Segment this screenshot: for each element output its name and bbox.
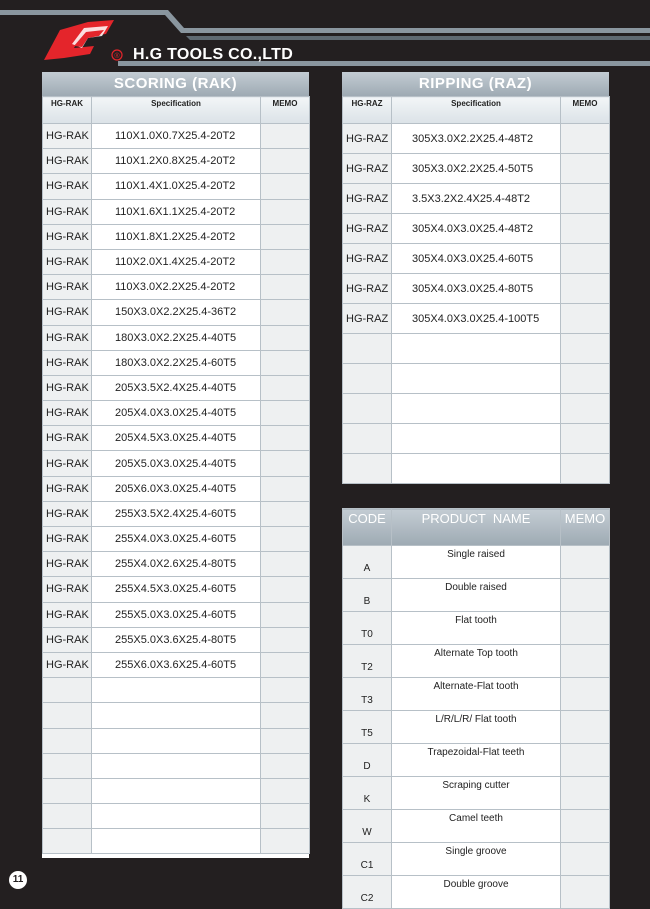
ripping-row	[343, 124, 610, 154]
scoring-spec-cell: 150X3.0X2.2X25.4-36T2	[92, 300, 261, 325]
scoring-spec-cell: 110X1.4X1.0X25.4-20T2	[92, 174, 261, 199]
scoring-spec-cell: 110X2.0X1.4X25.4-20T2	[92, 249, 261, 274]
product-name-cell: Trapezoidal-Flat teeth	[392, 744, 561, 777]
scoring-memo-cell	[261, 249, 310, 274]
scoring-code-cell: HG-RAK	[43, 527, 92, 552]
scoring-spec-cell: 255X6.0X3.6X25.4-60T5	[92, 652, 261, 677]
brand-logo-icon	[44, 18, 124, 64]
code-cell: B	[343, 579, 392, 612]
code-cell: T0	[343, 612, 392, 645]
ripping-spec-cell: 305X4.0X3.0X25.4-48T2	[392, 214, 561, 244]
code-row	[343, 546, 610, 579]
scoring-spec-cell: 110X3.0X2.2X25.4-20T2	[92, 275, 261, 300]
code-memo-cell	[561, 843, 610, 876]
scoring-row	[43, 275, 310, 300]
scoring-code-cell: HG-RAK	[43, 375, 92, 400]
ripping-row	[343, 184, 610, 214]
code-memo-cell	[561, 645, 610, 678]
code-memo-cell	[561, 744, 610, 777]
scoring-code-cell: HG-RAK	[43, 476, 92, 501]
scoring-code-cell: HG-RAK	[43, 300, 92, 325]
ripping-row	[343, 274, 610, 304]
scoring-memo-cell	[261, 149, 310, 174]
ripping-code-cell: HG-RAZ	[343, 184, 392, 214]
scoring-memo-cell	[261, 300, 310, 325]
scoring-memo-cell	[261, 627, 310, 652]
code-memo-cell	[561, 810, 610, 843]
scoring-row	[43, 627, 310, 652]
scoring-memo-cell	[261, 527, 310, 552]
product-name-cell: Single raised	[392, 546, 561, 579]
scoring-row	[43, 501, 310, 526]
scoring-empty-row	[43, 728, 310, 753]
code-row	[343, 612, 610, 645]
scoring-row	[43, 325, 310, 350]
product-name-cell: Scraping cutter	[392, 777, 561, 810]
scoring-memo-cell	[261, 602, 310, 627]
code-row	[343, 678, 610, 711]
code-memo-cell	[561, 678, 610, 711]
ripping-code-cell: HG-RAZ	[343, 244, 392, 274]
scoring-row	[43, 124, 310, 149]
scoring-code-cell: HG-RAK	[43, 602, 92, 627]
code-row	[343, 777, 610, 810]
scoring-row	[43, 300, 310, 325]
ripping-memo-cell	[561, 184, 610, 214]
scoring-memo-cell	[261, 325, 310, 350]
scoring-header-code: HG-RAK	[43, 97, 92, 124]
code-cell: C1	[343, 843, 392, 876]
code-row	[343, 744, 610, 777]
code-memo-cell	[561, 711, 610, 744]
company-name: H.G TOOLS CO.,LTD	[133, 46, 294, 63]
scoring-spec-cell: 205X5.0X3.0X25.4-40T5	[92, 451, 261, 476]
ripping-panel	[342, 72, 609, 481]
ripping-memo-cell	[561, 124, 610, 154]
scoring-spec-cell: 255X4.0X3.0X25.4-60T5	[92, 527, 261, 552]
scoring-spec-cell: 110X1.8X1.2X25.4-20T2	[92, 224, 261, 249]
scoring-code-cell: HG-RAK	[43, 350, 92, 375]
scoring-code-cell: HG-RAK	[43, 224, 92, 249]
scoring-spec-cell: 255X4.0X2.6X25.4-80T5	[92, 552, 261, 577]
scoring-panel	[42, 72, 309, 858]
ripping-memo-cell	[561, 304, 610, 334]
code-cell: C2	[343, 876, 392, 909]
scoring-row	[43, 451, 310, 476]
scoring-code-cell: HG-RAK	[43, 275, 92, 300]
scoring-header-memo: MEMO	[261, 97, 310, 124]
scoring-memo-cell	[261, 476, 310, 501]
scoring-code-cell: HG-RAK	[43, 149, 92, 174]
ripping-spec-cell: 305X4.0X3.0X25.4-100T5	[392, 304, 561, 334]
scoring-spec-cell: 110X1.0X0.7X25.4-20T2	[92, 124, 261, 149]
ripping-empty-row	[343, 454, 610, 484]
code-row	[343, 876, 610, 909]
ripping-spec-cell: 3.5X3.2X2.4X25.4-48T2	[392, 184, 561, 214]
scoring-spec-cell: 255X5.0X3.6X25.4-80T5	[92, 627, 261, 652]
scoring-code-cell: HG-RAK	[43, 174, 92, 199]
scoring-code-cell: HG-RAK	[43, 501, 92, 526]
ripping-code-cell: HG-RAZ	[343, 124, 392, 154]
scoring-memo-cell	[261, 501, 310, 526]
code-table	[342, 508, 610, 909]
scoring-spec-cell: 255X4.5X3.0X25.4-60T5	[92, 577, 261, 602]
scoring-title: SCORING (RAK)	[42, 72, 309, 96]
scoring-spec-cell: 110X1.6X1.1X25.4-20T2	[92, 199, 261, 224]
scoring-code-cell: HG-RAK	[43, 451, 92, 476]
scoring-row	[43, 375, 310, 400]
scoring-empty-row	[43, 703, 310, 728]
scoring-row	[43, 426, 310, 451]
ripping-row	[343, 304, 610, 334]
scoring-memo-cell	[261, 124, 310, 149]
scoring-memo-cell	[261, 552, 310, 577]
ripping-header-spec: Specification	[392, 97, 561, 124]
scoring-memo-cell	[261, 275, 310, 300]
scoring-memo-cell	[261, 426, 310, 451]
ripping-code-cell: HG-RAZ	[343, 214, 392, 244]
code-memo-cell	[561, 579, 610, 612]
code-memo-cell	[561, 777, 610, 810]
code-row	[343, 645, 610, 678]
scoring-code-cell: HG-RAK	[43, 325, 92, 350]
ripping-row	[343, 154, 610, 184]
scoring-empty-row	[43, 678, 310, 703]
ripping-spec-cell: 305X4.0X3.0X25.4-60T5	[392, 244, 561, 274]
code-row	[343, 810, 610, 843]
scoring-header-spec: Specification	[92, 97, 261, 124]
code-header-product-name: PRODUCT NAME	[392, 509, 561, 546]
scoring-row	[43, 552, 310, 577]
scoring-empty-row	[43, 804, 310, 829]
scoring-code-cell: HG-RAK	[43, 124, 92, 149]
scoring-spec-cell: 255X5.0X3.0X25.4-60T5	[92, 602, 261, 627]
ripping-title: RIPPING (RAZ)	[342, 72, 609, 96]
product-name-cell: Double groove	[392, 876, 561, 909]
scoring-spec-cell: 205X4.5X3.0X25.4-40T5	[92, 426, 261, 451]
scoring-row	[43, 174, 310, 199]
scoring-row	[43, 401, 310, 426]
scoring-row	[43, 527, 310, 552]
scoring-code-cell: HG-RAK	[43, 627, 92, 652]
ripping-empty-row	[343, 424, 610, 454]
scoring-empty-row	[43, 753, 310, 778]
product-name-cell: Double raised	[392, 579, 561, 612]
scoring-memo-cell	[261, 577, 310, 602]
ripping-empty-row	[343, 394, 610, 424]
product-name-cell: Alternate-Flat tooth	[392, 678, 561, 711]
scoring-spec-cell: 205X4.0X3.0X25.4-40T5	[92, 401, 261, 426]
code-cell: T2	[343, 645, 392, 678]
scoring-code-cell: HG-RAK	[43, 652, 92, 677]
scoring-code-cell: HG-RAK	[43, 552, 92, 577]
ripping-spec-cell: 305X3.0X2.2X25.4-48T2	[392, 124, 561, 154]
scoring-row	[43, 577, 310, 602]
ripping-table	[342, 96, 610, 484]
scoring-memo-cell	[261, 451, 310, 476]
scoring-row	[43, 350, 310, 375]
code-row	[343, 711, 610, 744]
scoring-row	[43, 602, 310, 627]
scoring-row	[43, 199, 310, 224]
ripping-code-cell: HG-RAZ	[343, 274, 392, 304]
scoring-spec-cell: 205X3.5X2.4X25.4-40T5	[92, 375, 261, 400]
scoring-code-cell: HG-RAK	[43, 199, 92, 224]
scoring-spec-cell: 180X3.0X2.2X25.4-60T5	[92, 350, 261, 375]
product-name-cell: L/R/L/R/ Flat tooth	[392, 711, 561, 744]
scoring-row	[43, 149, 310, 174]
scoring-row	[43, 224, 310, 249]
ripping-header-code: HG-RAZ	[343, 97, 392, 124]
scoring-row	[43, 249, 310, 274]
ripping-memo-cell	[561, 154, 610, 184]
ripping-spec-cell: 305X3.0X2.2X25.4-50T5	[392, 154, 561, 184]
code-memo-cell	[561, 546, 610, 579]
ripping-code-cell: HG-RAZ	[343, 154, 392, 184]
ripping-empty-row	[343, 334, 610, 364]
scoring-spec-cell: 110X1.2X0.8X25.4-20T2	[92, 149, 261, 174]
scoring-code-cell: HG-RAK	[43, 401, 92, 426]
ripping-header-memo: MEMO	[561, 97, 610, 124]
scoring-code-cell: HG-RAK	[43, 249, 92, 274]
scoring-row	[43, 652, 310, 677]
code-memo-cell	[561, 876, 610, 909]
code-cell: A	[343, 546, 392, 579]
ripping-row	[343, 244, 610, 274]
code-cell: D	[343, 744, 392, 777]
scoring-code-cell: HG-RAK	[43, 577, 92, 602]
code-memo-cell	[561, 612, 610, 645]
ripping-code-cell: HG-RAZ	[343, 304, 392, 334]
ripping-row	[343, 214, 610, 244]
scoring-memo-cell	[261, 350, 310, 375]
code-cell: T3	[343, 678, 392, 711]
product-name-cell: Alternate Top tooth	[392, 645, 561, 678]
ripping-empty-row	[343, 364, 610, 394]
registered-mark: ®	[114, 53, 120, 60]
scoring-memo-cell	[261, 401, 310, 426]
code-header-code: CODE	[343, 509, 392, 546]
scoring-spec-cell: 180X3.0X2.2X25.4-40T5	[92, 325, 261, 350]
code-cell: W	[343, 810, 392, 843]
code-cell: T5	[343, 711, 392, 744]
code-header-memo: MEMO	[561, 509, 610, 546]
scoring-memo-cell	[261, 199, 310, 224]
code-row	[343, 843, 610, 876]
page-number: 11	[9, 871, 27, 889]
scoring-code-cell: HG-RAK	[43, 426, 92, 451]
code-panel	[342, 508, 609, 904]
product-name-cell: Flat tooth	[392, 612, 561, 645]
scoring-memo-cell	[261, 652, 310, 677]
scoring-memo-cell	[261, 224, 310, 249]
code-cell: K	[343, 777, 392, 810]
code-row	[343, 579, 610, 612]
scoring-empty-row	[43, 778, 310, 803]
scoring-spec-cell: 255X3.5X2.4X25.4-60T5	[92, 501, 261, 526]
ripping-spec-cell: 305X4.0X3.0X25.4-80T5	[392, 274, 561, 304]
ripping-memo-cell	[561, 244, 610, 274]
scoring-memo-cell	[261, 375, 310, 400]
scoring-row	[43, 476, 310, 501]
ripping-memo-cell	[561, 214, 610, 244]
scoring-table	[42, 96, 310, 854]
scoring-memo-cell	[261, 174, 310, 199]
product-name-cell: Camel teeth	[392, 810, 561, 843]
ripping-memo-cell	[561, 274, 610, 304]
scoring-empty-row	[43, 829, 310, 854]
product-name-cell: Single groove	[392, 843, 561, 876]
scoring-spec-cell: 205X6.0X3.0X25.4-40T5	[92, 476, 261, 501]
